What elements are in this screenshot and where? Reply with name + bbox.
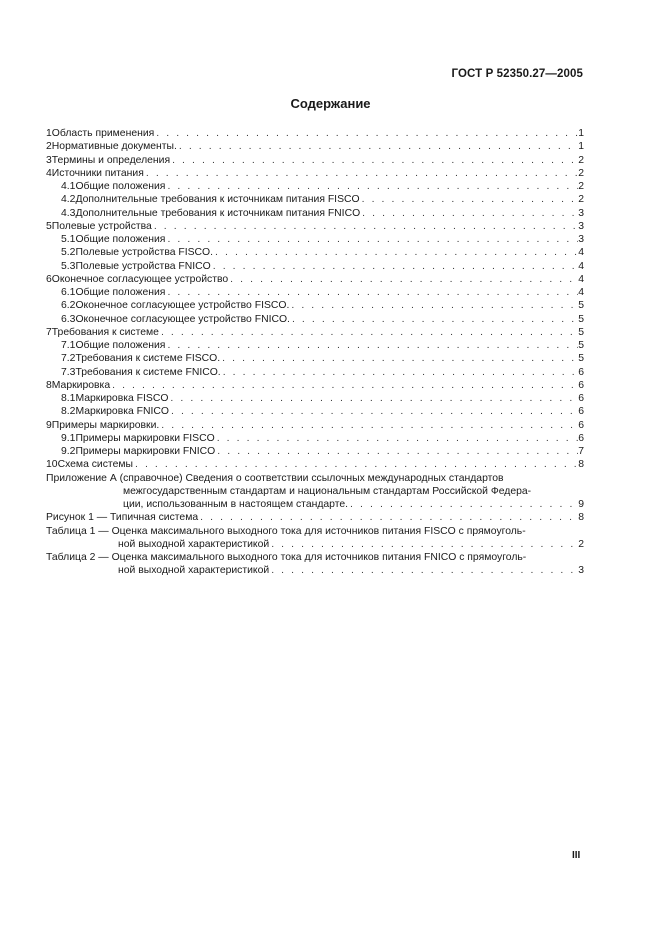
toc-label: Полевые устройства FISCO. [75,247,214,259]
toc-entry-4-2[interactable] [46,193,584,206]
toc-number: 9.1 [61,432,76,444]
toc-leader [167,286,578,299]
toc-label: Требования к системе [51,326,159,338]
toc-leader [271,538,578,551]
toc-entry-9[interactable] [46,419,584,432]
toc-entry-8-1[interactable] [46,392,584,405]
toc-table-1[interactable] [46,525,584,552]
toc-label: Примеры маркировки FNICO [75,446,216,457]
toc-label: Общие положения [75,340,166,351]
toc-entry-8[interactable] [46,379,584,392]
toc-page-number: 4 [578,287,584,298]
toc-page-number: 8 [578,459,584,471]
toc-label: Полевые устройства [51,220,152,232]
toc-page-number: 2 [578,181,584,192]
toc-leader [222,352,578,365]
toc-leader [291,299,578,312]
toc-label: Примеры маркировки FISCO [75,432,215,444]
toc-page-number: 5 [578,300,584,312]
toc-leader [154,220,578,233]
toc-page-number: 4 [578,247,584,259]
toc-label: Общие положения [75,181,166,192]
toc-number: 5.2 [61,247,76,259]
toc-leader [167,339,578,352]
toc-label: Рисунок 1 — Типичная система [46,512,199,524]
toc-page-number: 2 [578,538,584,550]
toc-number: 6 [46,273,52,285]
toc-page-number: 6 [578,393,584,404]
toc-entry-5-1[interactable] [46,233,584,246]
toc-leader [362,193,578,206]
toc-entry-1[interactable] [46,127,584,140]
toc-number: 4.2 [61,194,76,206]
toc-entry-9-2[interactable] [46,445,584,458]
toc-label: Маркировка FISCO [75,393,169,404]
toc-number: 8.2 [61,406,76,418]
toc-entry-4-3[interactable] [46,207,584,220]
toc-appendix-line1: Приложение А (справочное) Сведения о соответствии ссылочных международных стандартов [46,472,504,484]
toc-page-number: 2 [578,194,584,206]
toc-leader [230,273,578,286]
toc-number: 1 [46,128,52,139]
toc-leader [171,405,578,418]
page-number-roman: III [572,850,581,861]
toc-entry-6-1[interactable] [46,286,584,299]
toc-entry-5-3[interactable] [46,260,584,273]
toc-number: 4.3 [61,207,76,219]
toc-number: 8.1 [61,393,76,404]
toc-page-number: 2 [578,167,584,179]
toc-leader [292,313,578,326]
toc-entry-6[interactable] [46,273,584,286]
toc-label: Термины и определения [51,154,171,166]
toc-page-number: 7 [578,446,584,457]
toc-leader [350,498,578,511]
toc-number: 7.1 [61,340,76,351]
toc-appendix-line3: ции, использованным в настоящем стандарте. [123,499,349,510]
toc-leader [161,326,578,339]
toc-leader [156,127,578,140]
toc-leader [172,154,578,167]
toc-number: 6.3 [61,313,76,325]
toc-label: Схема системы [57,459,133,471]
toc-label: Маркировка [51,379,111,391]
toc-table-2-line2: ной выходной характеристикой [118,565,270,577]
toc-entry-4-1[interactable] [46,180,584,193]
toc-number: 8 [46,379,52,391]
toc-page-number: 2 [578,154,584,166]
toc-entry-3[interactable] [46,154,584,167]
toc-page-number: 6 [578,432,584,444]
toc-page-number: 3 [578,207,584,219]
toc-number: 7.2 [61,353,76,365]
toc-leader [135,458,578,471]
toc-number: 7 [46,326,52,338]
toc-leader [223,366,578,379]
toc-page-number: 5 [578,313,584,325]
toc-entry-4[interactable] [46,167,584,180]
toc-leader [215,246,578,259]
toc-leader [362,207,578,220]
toc-label: Оконечное согласующее устройство [51,273,229,285]
toc-number: 4.1 [61,181,76,192]
toc-number: 5 [46,220,52,232]
toc-number: 2 [46,141,52,153]
toc-entry-9-1[interactable] [46,432,584,445]
toc-entry-6-2[interactable] [46,299,584,312]
toc-appendix-a[interactable] [46,472,584,512]
toc-number: 10 [46,459,58,471]
toc-leader [213,260,578,273]
toc-page-number: 3 [578,234,584,245]
toc-leader [112,379,578,392]
toc-entry-8-2[interactable] [46,405,584,418]
toc-number: 7.3 [61,366,76,378]
toc-entry-2[interactable] [46,140,584,153]
toc-page-number: 6 [578,366,584,378]
toc-page-number: 9 [578,499,584,510]
toc-table-1-line1: Таблица 1 — Оценка максимального выходного тока для источников питания FISCO с прямоуголь- [46,525,526,537]
toc-figure-1[interactable] [46,511,584,524]
toc-page-number: 5 [578,353,584,365]
toc-label: Дополнительные требования к источникам питания FNICO [75,207,361,219]
document-code: ГОСТ Р 52350.27—2005 [451,68,583,80]
toc-table-1-line2: ной выходной характеристикой [118,538,270,550]
toc-entry-7-2[interactable] [46,352,584,365]
toc-sections [46,127,584,472]
toc-number: 6.2 [61,300,76,312]
toc-number: 9 [46,419,52,431]
toc-label: Требования к системе FISCO. [75,353,221,365]
toc-label: Маркировка FNICO [75,406,169,418]
toc-table-2[interactable] [46,551,584,578]
toc-label: Область применения [51,128,155,139]
toc-label: Требования к системе FNICO. [75,366,221,378]
toc-page-number: 3 [578,565,584,577]
toc-leader [167,180,578,193]
toc-leader [161,419,578,432]
toc-leader [146,167,578,180]
toc-leader [167,233,578,246]
toc-leader [217,432,578,445]
toc-label: Дополнительные требования к источникам питания FISCO [75,194,360,206]
toc-leader [271,564,578,577]
toc-entry-6-3[interactable] [46,313,584,326]
toc-entry-7[interactable] [46,326,584,339]
toc-number: 6.1 [61,287,76,298]
toc-label: Полевые устройства FNICO [75,260,211,272]
toc-label: Нормативные документы. [51,141,177,153]
toc-entry-10[interactable] [46,458,584,471]
toc-page-number: 5 [578,326,584,338]
toc-entry-7-1[interactable] [46,339,584,352]
toc-label: Примеры маркировки. [51,419,160,431]
toc-page-number: 4 [578,260,584,272]
toc-label: Оконечное согласующее устройство FNICO. [75,313,290,325]
toc-page-number: 6 [578,419,584,431]
toc-leader [170,392,578,405]
toc-label: Общие положения [75,234,166,245]
toc-page-number: 6 [578,379,584,391]
toc-page-number: 1 [578,141,584,153]
toc-page-number: 4 [578,273,584,285]
toc-page-number: 6 [578,406,584,418]
toc-entry-7-3[interactable] [46,366,584,379]
toc-leader [179,140,578,153]
table-of-contents [46,127,584,578]
toc-label: Источники питания [51,167,144,179]
toc-number: 4 [46,167,52,179]
toc-number: 5.3 [61,260,76,272]
toc-page-number: 8 [578,512,584,524]
toc-number: 5.1 [61,234,76,245]
toc-entry-5-2[interactable] [46,246,584,259]
toc-page-number: 1 [578,128,584,139]
toc-table-2-line1: Таблица 2 — Оценка максимального выходного тока для источников питания FNICO с прямоуголь- [46,552,527,563]
toc-leader [200,511,578,524]
toc-label: Общие положения [75,287,166,298]
toc-page-number: 5 [578,340,584,351]
page-title: Содержание [290,96,371,111]
toc-leader [217,445,578,458]
toc-page-number: 3 [578,220,584,232]
toc-number: 3 [46,154,52,166]
toc-number: 9.2 [61,446,76,457]
toc-appendix-line2: межгосударственным стандартам и национальным стандартам Российской Федера- [123,485,532,497]
toc-label: Оконечное согласующее устройство FISCO. [75,300,290,312]
toc-entry-5[interactable] [46,220,584,233]
